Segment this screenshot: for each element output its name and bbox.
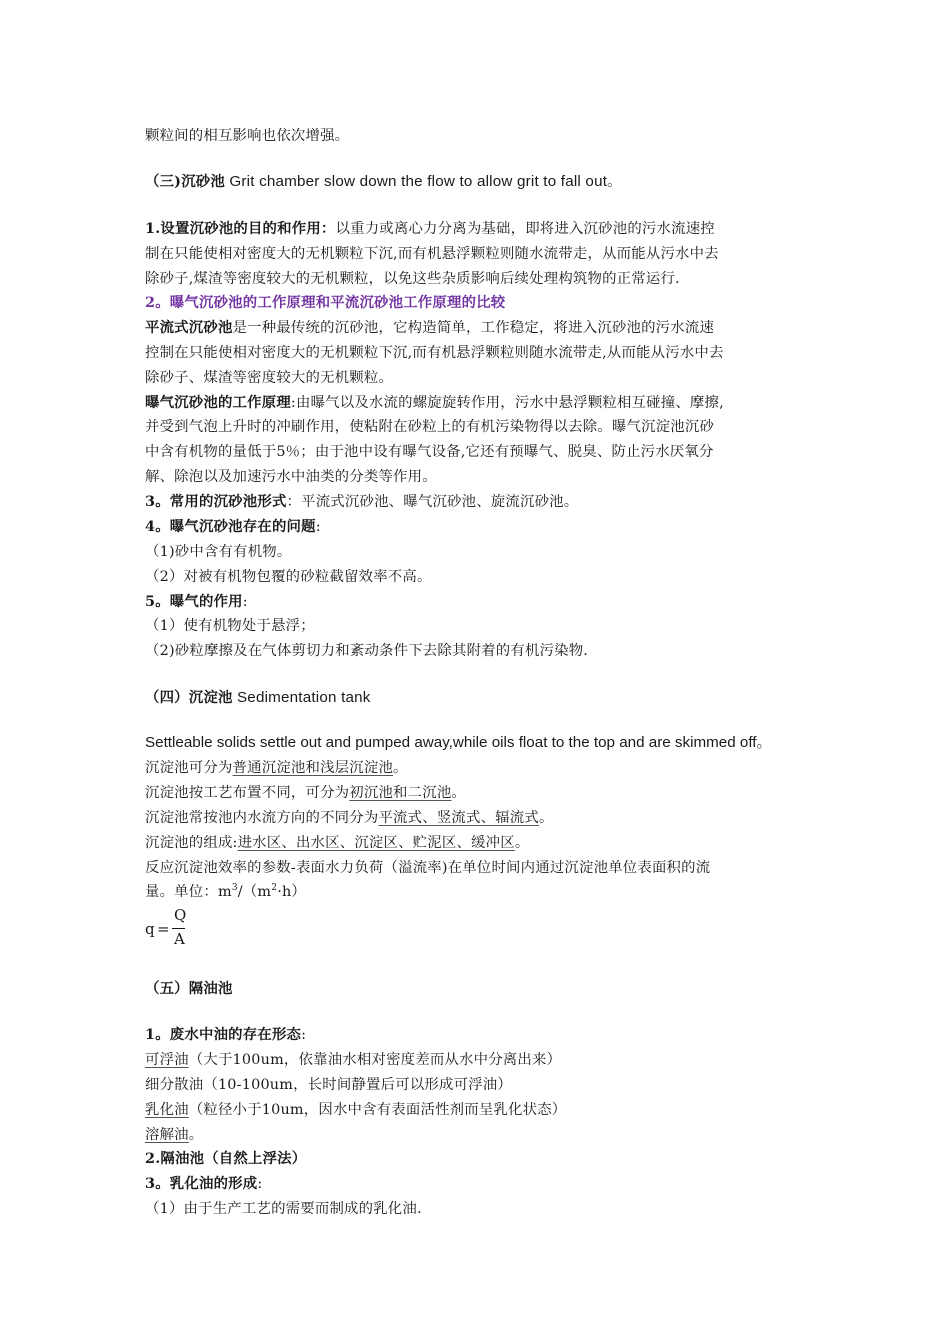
item-text: :: [315, 519, 321, 535]
item-text: （粒径小于10um，因水中含有表面活性剂而呈乳化状态）: [188, 1102, 567, 1118]
paragraph-line: [145, 316, 714, 341]
paragraph-line: [145, 217, 715, 242]
paragraph-line: 控制在只能使相对密度大的无机颗粒下沉,而有机悬浮颗粒则随水流带走,从而能从污水中去: [145, 345, 724, 361]
list-item: （1）使有机物处于悬浮；: [145, 618, 315, 634]
underlined-term: 溶解油: [145, 1127, 189, 1143]
item-text: 沉淀池的组成:: [145, 835, 238, 851]
punct: 。: [538, 810, 554, 826]
fraction-bar: [172, 928, 185, 929]
purple-heading: 2。曝气沉砂池的工作原理和平流沉砂池工作原理的比较: [145, 294, 506, 311]
superscript: 3: [231, 883, 238, 894]
paragraph-line: [145, 1023, 306, 1048]
list-item: （2）对被有机物包覆的砂粒截留效率不高。: [145, 569, 432, 585]
formula-denominator: A: [174, 930, 185, 948]
item-title: 3。乳化油的形成: [145, 1175, 258, 1192]
paragraph-line: 反应沉淀池效率的参数-表面水力负荷（溢流率)在单位时间内通过沉淀池单位表面积的流: [145, 860, 711, 876]
paragraph-line: [145, 756, 408, 781]
list-item: （1）由于生产工艺的需要而制成的乳化油.: [145, 1201, 422, 1217]
underlined-term: 普通沉淀池和浅层沉淀池: [232, 760, 394, 776]
item-text: ：平流式沉砂池、曝气沉砂池、旋流沉砂池。: [286, 494, 579, 510]
item-title: 3。常用的沉砂池形式: [145, 493, 287, 510]
heading-text: （四）沉淀池: [145, 689, 233, 706]
item-text: :由曝气以及水流的螺旋旋转作用，污水中悬浮颗粒相互碰撞、摩擦,: [290, 395, 724, 411]
heading-text: （三)沉砂池: [145, 173, 225, 190]
list-item: 细分散油（10-100um，长时间静置后可以形成可浮油）: [145, 1077, 512, 1093]
paragraph-line: [145, 831, 529, 856]
item-text: 沉淀池按工艺布置不同，可分为: [145, 785, 350, 801]
underlined-term: 可浮油: [145, 1052, 189, 1068]
item-text: /（m: [237, 884, 272, 900]
underlined-term: 乳化油: [145, 1102, 189, 1118]
list-item: （1)砂中含有有机物。: [145, 544, 292, 560]
punct: 。: [451, 785, 467, 801]
item-title: 5。曝气的作用: [145, 593, 243, 610]
paragraph-line: 中含有机物的量低于5％；由于池中设有曝气设备,它还有预曝气、脱臭、防止污水厌氧分: [145, 444, 714, 460]
paragraph-line: [145, 806, 554, 831]
term: 平流式沉砂池: [145, 319, 233, 336]
punct: 。: [514, 835, 530, 851]
list-item: [145, 1123, 203, 1148]
item-text: 以重力或离心力分离为基础，即将进入沉砂池的污水流速控: [335, 221, 715, 237]
item-title: 4。曝气沉砂池存在的问题: [145, 518, 316, 535]
paragraph-line-english: Settleable solids settle out and pumped away,while oils float to the top and are skimmed off。: [145, 734, 772, 751]
term: 曝气沉砂池的工作原理: [145, 394, 291, 411]
section-heading-sedimentation-tank: [145, 686, 371, 711]
item-title: 1.设置沉砂池的目的和作用：: [145, 220, 336, 237]
list-item: [145, 1098, 566, 1123]
item-text: :: [301, 1027, 307, 1043]
underlined-term: 初沉池和二沉池: [349, 785, 452, 801]
heading-english: Sedimentation tank: [232, 689, 371, 706]
formula-equals: =: [157, 920, 170, 938]
item-text: ·h）: [277, 884, 307, 900]
underlined-term: 平流式、竖流式、辐流式: [378, 810, 539, 826]
heading-english: Grit chamber slow down the flow to allow grit to fall out: [224, 173, 608, 190]
formula-numerator: Q: [174, 906, 187, 924]
item-text: :: [242, 594, 248, 610]
paragraph-line: 并受到气泡上升时的冲刷作用，使粘附在砂粒上的有机污染物得以去除。曝气沉淀池沉砂: [145, 419, 715, 435]
paragraph-line: [145, 490, 578, 515]
paragraph-line: 2.隔油池（自然上浮法）: [145, 1150, 307, 1167]
paragraph-line: 颗粒间的相互影响也依次增强。: [145, 128, 350, 144]
paragraph-line: [145, 391, 724, 416]
item-text: （大于100um，依靠油水相对密度差而从水中分离出来）: [188, 1052, 562, 1068]
paragraph-line: 解、除泡以及加速污水中油类的分类等作用。: [145, 469, 437, 485]
item-title: 1。废水中油的存在形态: [145, 1026, 302, 1043]
punct: 。: [607, 174, 622, 190]
paragraph-line: 除砂子、煤渣等密度较大的无机颗粒。: [145, 370, 394, 386]
section-heading-grit-chamber: [145, 170, 622, 195]
item-text: 是一种最传统的沉砂池，它构造简单，工作稳定，将进入沉砂池的污水流速: [232, 320, 715, 336]
paragraph-line: [145, 590, 248, 615]
paragraph-line: 除砂子,煤渣等密度较大的无机颗粒，以免这些杂质影响后续处理构筑物的正常运行.: [145, 271, 680, 287]
section-heading-oil-separator: （五）隔油池: [145, 980, 233, 997]
item-text: 量。单位：m: [145, 884, 232, 900]
overflow-rate-formula: [145, 906, 215, 950]
paragraph-line: [145, 515, 321, 540]
punct: 。: [393, 760, 408, 776]
paragraph-line: [145, 781, 466, 806]
paragraph-line: [145, 1172, 262, 1197]
paragraph-line: 制在只能使相对密度大的无机颗粒下沉,而有机悬浮颗粒则随水流带走，从而能从污水中去: [145, 246, 719, 262]
item-text: 沉淀池可分为: [145, 760, 233, 776]
superscript: 2: [271, 883, 278, 894]
list-item: （2)砂粒摩擦及在气体剪切力和紊动条件下去除其附着的有机污染物.: [145, 643, 589, 659]
underlined-term: 进水区、出水区、沉淀区、贮泥区、缓冲区: [237, 835, 515, 851]
paragraph-line: [145, 880, 306, 905]
item-text: 沉淀池常按池内水流方向的不同分为: [145, 810, 379, 826]
item-text: :: [257, 1176, 263, 1192]
formula-lhs: q: [145, 920, 155, 938]
punct: 。: [188, 1127, 204, 1143]
list-item: [145, 1048, 561, 1073]
